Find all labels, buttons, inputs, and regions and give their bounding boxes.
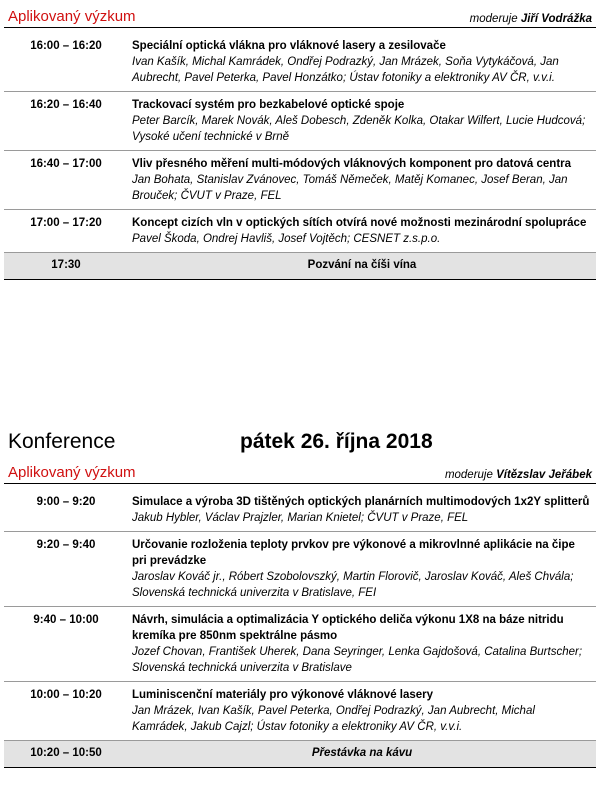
talk-title: Vliv přesného měření multi-módových vláknových komponent pro datová centra [132,158,572,170]
break-label: Přestávka na kávu [128,741,596,768]
talk-time: 17:00 – 17:20 [4,210,128,253]
program-block-morning [4,462,596,768]
table-row [4,92,596,151]
talk-content [128,682,596,741]
moderator-line [445,469,592,481]
section-title: Aplikovaný výzkum [8,8,136,25]
talk-title: Určovanie rozloženia teploty prvkov pre výkonové a mikrovlnné aplikácie na čipe pri prevádzke [132,539,575,567]
talk-content [128,484,596,532]
talk-content [128,151,596,210]
table-row [4,28,596,92]
talk-authors: Pavel Škoda, Ondrej Havliš, Josef Vojtěch; CESNET z.s.p.o. [132,233,441,245]
section-header [4,6,596,28]
talk-content [128,607,596,682]
talk-authors: Jozef Chovan, František Uherek, Dana Seyringer, Lenka Gajdošová, Catalina Burtscher; Slovenská technická univerzita v Bratislave [132,646,583,674]
table-row [4,682,596,741]
talk-authors: Jan Mrázek, Ivan Kašík, Pavel Peterka, Ondřej Podrazký, Jan Aubrecht, Michal Kamrádek, Jakub Cajzl; Ústav fotoniky a elektroniky AV ČR, v.v.i. [132,705,535,733]
day-header [8,428,588,458]
talk-authors: Jan Bohata, Stanislav Zvánovec, Tomáš Němeček, Matěj Komanec, Josef Beran, Jan Brouček; ČVUT v Praze, FEL [132,174,568,202]
talk-content [128,28,596,92]
talk-time: 16:20 – 16:40 [4,92,128,151]
conference-date: pátek 26. října 2018 [240,430,433,453]
talk-title: Simulace a výroba 3D tištěných optických planárních multimodových 1x2Y splitterů [132,496,590,508]
table-row [4,532,596,607]
talk-title: Návrh, simulácia a optimalizácia Y optického deliča výkonu 1X8 na báze nitridu kremíka pre 850nm spektrálne pásmo [132,614,564,642]
break-time: 10:20 – 10:50 [4,741,128,768]
talk-time: 9:40 – 10:00 [4,607,128,682]
table-row [4,484,596,532]
break-row [4,741,596,768]
moderator-name: Vítězslav Jeřábek [496,469,592,481]
talk-time: 9:20 – 9:40 [4,532,128,607]
moderator-prefix: moderuje [444,469,493,481]
conference-label: Konference [8,430,116,453]
talk-title: Trackovací systém pro bezkabelové optické spoje [132,99,405,111]
talk-content [128,210,596,253]
section-title: Aplikovaný výzkum [8,464,136,481]
break-row [4,253,596,280]
table-row [4,210,596,253]
talk-time: 16:00 – 16:20 [4,28,128,92]
talk-time: 9:00 – 9:20 [4,484,128,532]
moderator-name: Jiří Vodrážka [520,13,592,25]
talk-title: Koncept cizích vln v optických sítích otvírá nové možnosti mezinárodní spolupráce [132,217,587,229]
table-row [4,607,596,682]
program-block-afternoon [4,6,596,280]
talk-authors: Jakub Hybler, Václav Prajzler, Marian Knietel; ČVUT v Praze, FEL [132,512,469,524]
talk-title: Speciální optická vlákna pro vláknové lasery a zesilovače [132,40,446,52]
talk-authors: Peter Barcík, Marek Novák, Aleš Dobesch, Zdeněk Kolka, Otakar Wilfert, Lucie Hudcová; Vysoké učení technické v Brně [132,115,586,143]
talk-title: Luminiscenční materiály pro výkonové vláknové lasery [132,689,434,701]
break-time: 17:30 [4,253,128,280]
moderator-line [470,13,592,25]
table-row [4,151,596,210]
talk-time: 16:40 – 17:00 [4,151,128,210]
break-label: Pozvání na číši vína [128,253,596,280]
talk-authors: Jaroslav Kováč jr., Róbert Szobolovszký, Martin Florovič, Jaroslav Kováč, Aleš Chvála; Slovenská technická univerzita v Bratislave, FEI [132,571,574,599]
section-header [4,462,596,484]
moderator-prefix: moderuje [469,13,518,25]
talk-content [128,532,596,607]
talk-content [128,92,596,151]
talk-time: 10:00 – 10:20 [4,682,128,741]
talk-authors: Ivan Kašík, Michal Kamrádek, Ondřej Podrazký, Jan Mrázek, Soňa Vytykáčová, Jan Aubrecht, Pavel Peterka, Pavel Honzátko; Ústav fotoniky a elektroniky AV ČR, v.v.i. [132,56,559,84]
program-table [4,484,596,768]
program-table [4,28,596,280]
